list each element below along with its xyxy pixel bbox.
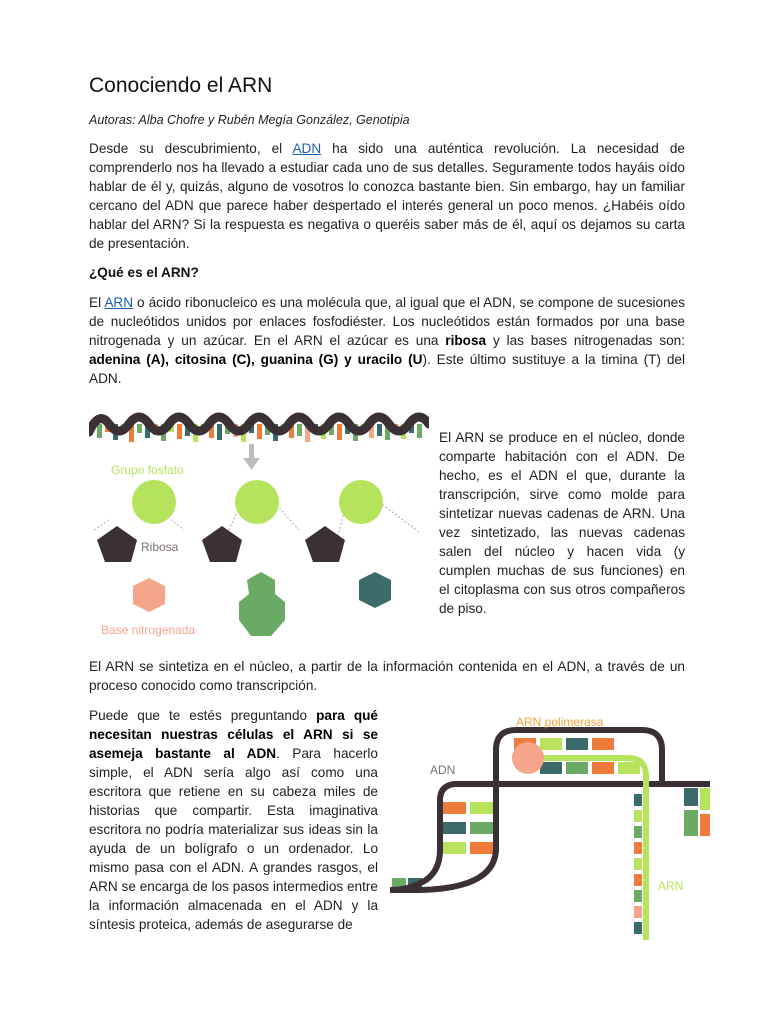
what-is-text-3: y las bases nitrogenadas son: bbox=[492, 333, 686, 348]
writer-text-1: Puede que te estés preguntando bbox=[89, 708, 308, 723]
writer-bold: para qué necesitan nuestras células el ARN si se asemeja bastante al ADN bbox=[89, 708, 378, 761]
ribose-pentagon bbox=[97, 526, 137, 562]
what-is-text-1: El bbox=[89, 295, 102, 310]
authors-line: Autoras: Alba Chofre y Rubén Megía González, Genotipia bbox=[89, 113, 410, 127]
label-dna: ADN bbox=[430, 763, 456, 777]
label-polymerase: ARN polimerasa bbox=[516, 715, 604, 729]
writer-paragraph bbox=[89, 706, 378, 934]
label-base: Base nitrogenada bbox=[101, 623, 196, 637]
transcription-figure bbox=[390, 710, 712, 942]
phosphate-circle bbox=[339, 480, 383, 524]
arrow-down-icon bbox=[243, 444, 260, 470]
dna-strand-upper bbox=[390, 784, 710, 890]
label-phosphate: Grupo fosfato bbox=[111, 463, 184, 477]
phosphate-circle bbox=[132, 480, 176, 524]
base-double-ring-green bbox=[239, 572, 285, 636]
rna-bars bbox=[634, 794, 642, 934]
ribose-pentagon bbox=[202, 526, 242, 562]
phosphate-circle bbox=[235, 480, 279, 524]
what-is-text-2: o ácido ribonucleico es una molécula que, al igual que el ADN, se compone de sucesiones de nucleótidos unidos por enlaces fosfodiéster. Los nucleótidos están formados por una base nitrogenada y un azúcar. En el ARN el azúcar es una bbox=[89, 295, 685, 348]
what-is-text-4: ). Este último sustituye a la timina (T) del ADN. bbox=[89, 352, 685, 386]
writer-text-2: . Para hacerlo simple, el ADN sería algo así como una escritora que retiene en su cabeza miles de historias que compartir. Esta imaginativa escritora no podría materializar sus ideas sin la ayuda de un bolígrafo o un ordenador. Lo mismo pasa con el ADN. A grandes rasgos, el ARN se encarga de los pasos intermedios entre la información almacenada en el ADN y la síntesis proteica, además de asegurarse de bbox=[89, 746, 378, 932]
section-heading: ¿Qué es el ARN? bbox=[89, 265, 199, 280]
what-is-paragraph bbox=[89, 293, 685, 388]
label-rna: ARN bbox=[658, 879, 684, 893]
polymerase-circle bbox=[512, 742, 544, 774]
base-hexagon-teal bbox=[359, 572, 391, 608]
adn-link[interactable]: ADN bbox=[292, 141, 322, 156]
base-hexagon-salmon bbox=[133, 578, 165, 612]
ribosa-bold: ribosa bbox=[445, 333, 487, 348]
arn-link[interactable]: ARN bbox=[104, 295, 134, 310]
page-title: Conociendo el ARN bbox=[89, 74, 273, 97]
side-paragraph: El ARN se produce en el núcleo, donde comparte habitación con el ADN. De hecho, es el ADN el que, durante la transcripción, sirve como molde para sintetizar nuevas cadenas de ARN. Una vez sintetizado, las nuevas cadenas salen del núcleo y hacen vida (y cumplen muchas de sus funciones) en el citoplasma con sus otros compañeros de piso. bbox=[439, 430, 685, 616]
nucleotide-figure bbox=[89, 402, 429, 644]
label-ribose: Ribosa bbox=[141, 540, 179, 554]
intro-paragraph bbox=[89, 139, 685, 253]
intro-text-1: Desde su descubrimiento, el bbox=[89, 141, 283, 156]
synthesis-paragraph: El ARN se sintetiza en el núcleo, a partir de la información contenida en el ADN, a través de un proceso conocido como transcripción. bbox=[89, 659, 685, 693]
intro-text-2: ha sido una auténtica revolución. La necesidad de comprenderlo nos ha llevado a estudiar cada uno de sus detalles. Seguramente todos hayáis oído hablar de él y, quizás, alguno de vosotros lo conozca bastante bien. Sin embargo, hay un familiar cercano del ADN que parece haber despertado el interés general un poco menos. ¿Habéis oído hablar del ARN? Si la respuesta es negativa o queréis saber más de él, aquí os dejamos su carta de presentación. bbox=[89, 141, 685, 251]
bases-bold: adenina (A), citosina (C), guanina (G) y uracilo (U bbox=[89, 352, 423, 367]
